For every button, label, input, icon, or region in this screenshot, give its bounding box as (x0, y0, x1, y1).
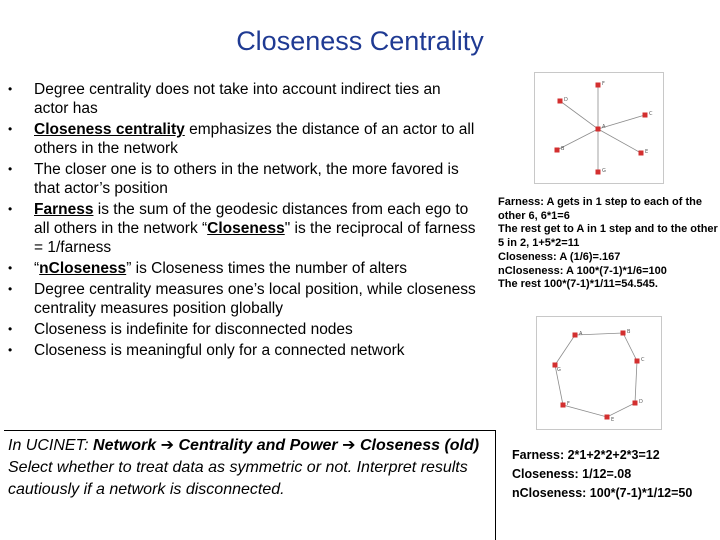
key-term: nCloseness (39, 260, 127, 277)
bullet-item (8, 200, 478, 257)
page-title: Closeness Centrality (236, 26, 484, 56)
note-line: Farness: A gets in 1 step to each of the other 6, 6*1=6 (498, 196, 702, 222)
node (558, 99, 563, 104)
node (605, 415, 610, 420)
node (643, 113, 648, 118)
edge (598, 129, 641, 153)
node (561, 403, 566, 408)
note-line: Closeness: A (1/6)=.167 (498, 250, 621, 263)
menu-centrality-power: Centrality and Power (178, 437, 338, 454)
bullet-item (8, 160, 478, 198)
star-graph-svg (535, 73, 663, 183)
bullet-item (8, 259, 478, 278)
note-line: Farness: 2*1+2*2+2*3=12 (512, 448, 660, 462)
note-line: The rest get to A in 1 step and to the other 5 in 2, 1+5*2=11 (498, 223, 718, 250)
node (555, 148, 560, 153)
bullet-item (8, 280, 478, 318)
bullet-item (8, 320, 478, 339)
node-label: C (649, 111, 653, 117)
bullet-text: Degree centrality measures one’s local position, while closeness centrality measures position globally (34, 281, 476, 317)
arrow-icon: ➔ (160, 437, 175, 454)
circle-graph (536, 316, 662, 430)
bullet-icon: • (8, 322, 13, 336)
note-line: Closeness: 1/12=.08 (512, 467, 632, 481)
node-label: G (557, 367, 561, 373)
bullet-text: ” is Closeness times the number of alters (126, 260, 408, 277)
ucinet-prefix: In UCINET: (8, 437, 94, 454)
bullet-text: Degree centrality does not take into account indirect ties an actor has (34, 81, 441, 117)
menu-network: Network (93, 437, 157, 454)
node (635, 359, 640, 364)
node-label: B (561, 146, 565, 152)
key-term: Farness (34, 201, 94, 218)
key-term: Closeness centrality (34, 121, 185, 138)
node (639, 151, 644, 156)
key-term: Closeness (207, 220, 285, 237)
note-line: nCloseness: 100*(7-1)*1/12=50 (512, 486, 693, 500)
node (596, 170, 601, 175)
node-label: E (645, 149, 649, 155)
ucinet-instructions (4, 430, 496, 540)
node (596, 83, 601, 88)
node (621, 331, 626, 336)
bullet-item (8, 120, 478, 158)
node-label: F (602, 81, 605, 87)
bullet-item (8, 341, 478, 360)
bullet-icon: • (8, 122, 13, 136)
bullet-icon: • (8, 82, 13, 96)
note-line: The rest 100*(7-1)*1/11=54.545. (498, 278, 658, 291)
menu-closeness-old: Closeness (old) (359, 437, 480, 454)
bullet-text: “ (34, 260, 40, 277)
bullet-list (8, 80, 478, 362)
bullet-text: " is the reciprocal of farness = 1/farness (34, 220, 476, 256)
note-line: nCloseness: A 100*(7-1)*1/6=100 (498, 264, 667, 277)
circle-graph-svg (537, 317, 661, 429)
arrow-icon: ➔ (342, 437, 356, 454)
node-label: E (611, 417, 615, 423)
bullet-icon: • (8, 282, 13, 296)
node-label: F (567, 401, 570, 407)
node-label: A (602, 124, 606, 130)
edge (560, 101, 598, 129)
node-label: D (564, 97, 568, 103)
bullet-text: Closeness is meaningful only for a connected network (34, 342, 405, 359)
star-notes (498, 196, 720, 292)
star-graph (534, 72, 664, 184)
node-label: A (579, 331, 583, 337)
bullet-icon: • (8, 162, 13, 176)
node (573, 333, 578, 338)
bullet-text: is the sum of the geodesic distances from each ego to all others in the network “ (34, 201, 469, 237)
node (633, 401, 638, 406)
ucinet-instruction: Select whether to treat data as symmetric or not. Interpret results cautiously if a network is disconnected. (8, 459, 468, 498)
bullet-icon: • (8, 261, 13, 275)
bullet-text: Closeness is indefinite for disconnected nodes (34, 321, 353, 338)
bullet-text: emphasizes the distance of an actor to all others in the network (34, 121, 475, 157)
circle-notes (512, 446, 720, 503)
node-label: D (639, 399, 643, 405)
node-center (596, 127, 601, 132)
bullet-text: The closer one is to others in the network, the more favored is that actor’s position (34, 161, 459, 197)
node-label: C (641, 357, 645, 363)
node-label: G (602, 168, 606, 174)
bullet-icon: • (8, 343, 13, 357)
node-label: B (627, 329, 631, 335)
bullet-item (8, 80, 478, 118)
bullet-icon: • (8, 202, 13, 216)
